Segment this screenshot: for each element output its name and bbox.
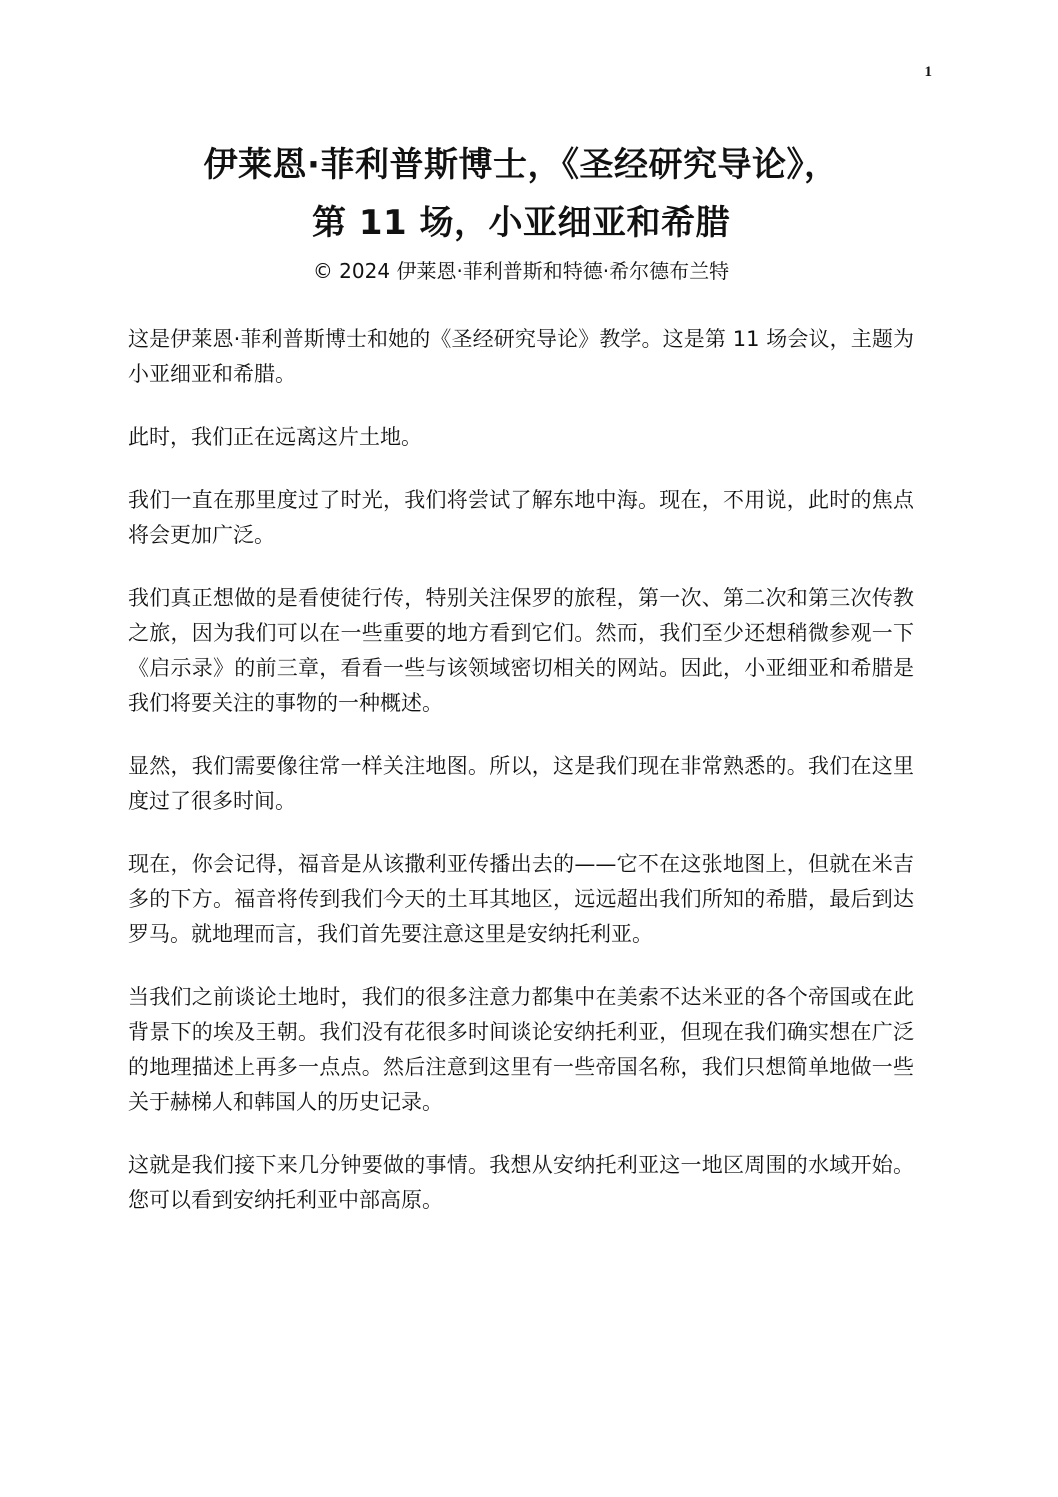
paragraph: 这是伊莱恩·菲利普斯博士和她的《圣经研究导论》教学。这是第 11 场会议，主题为小亚细亚和希腊。 bbox=[128, 327, 914, 386]
document-title-line-1: 伊莱恩·菲利普斯博士，《圣经研究导论》， bbox=[203, 145, 839, 185]
paragraph: 我们真正想做的是看使徒行传，特别关注保罗的旅程，第一次、第二次和第三次传教之旅，因为我们可以在一些重要的地方看到它们。然而，我们至少还想稍微参观一下《启示录》的前三章，看看一些与该领域密切相关的网站。因此，小亚细亚和希腊是我们将要关注的事物的一种概述。 bbox=[128, 586, 914, 715]
page-number: 1 bbox=[924, 64, 932, 80]
paragraph: 此时，我们正在远离这片土地。 bbox=[128, 425, 422, 449]
paragraph: 当我们之前谈论土地时，我们的很多注意力都集中在美索不达米亚的各个帝国或在此背景下的埃及王朝。我们没有花很多时间谈论安纳托利亚，但现在我们确实想在广泛的地理描述上再多一点点。然后注意到这里有一些帝国名称，我们只想简单地做一些关于赫梯人和韩国人的历史记录。 bbox=[128, 985, 914, 1114]
paragraph: 显然，我们需要像往常一样关注地图。所以，这是我们现在非常熟悉的。我们在这里度过了很多时间。 bbox=[128, 754, 914, 813]
paragraph: 我们一直在那里度过了时光，我们将尝试了解东地中海。现在，不用说，此时的焦点将会更加广泛。 bbox=[128, 488, 914, 547]
document-title-line-2: 第 11 场，小亚细亚和希腊 bbox=[312, 203, 730, 243]
paragraph: 现在，你会记得，福音是从该撒利亚传播出去的——它不在这张地图上，但就在米吉多的下方。福音将传到我们今天的土耳其地区，远远超出我们所知的希腊，最后到达罗马。就地理而言，我们首先要注意这里是安纳托利亚。 bbox=[128, 852, 914, 946]
copyright-notice: © 2024 伊莱恩·菲利普斯和特德·希尔德布兰特 bbox=[312, 259, 730, 283]
title-block bbox=[128, 136, 914, 286]
document-body bbox=[128, 322, 914, 1246]
paragraph: 这就是我们接下来几分钟要做的事情。我想从安纳托利亚这一地区周围的水域开始。您可以看到安纳托利亚中部高原。 bbox=[128, 1153, 914, 1212]
